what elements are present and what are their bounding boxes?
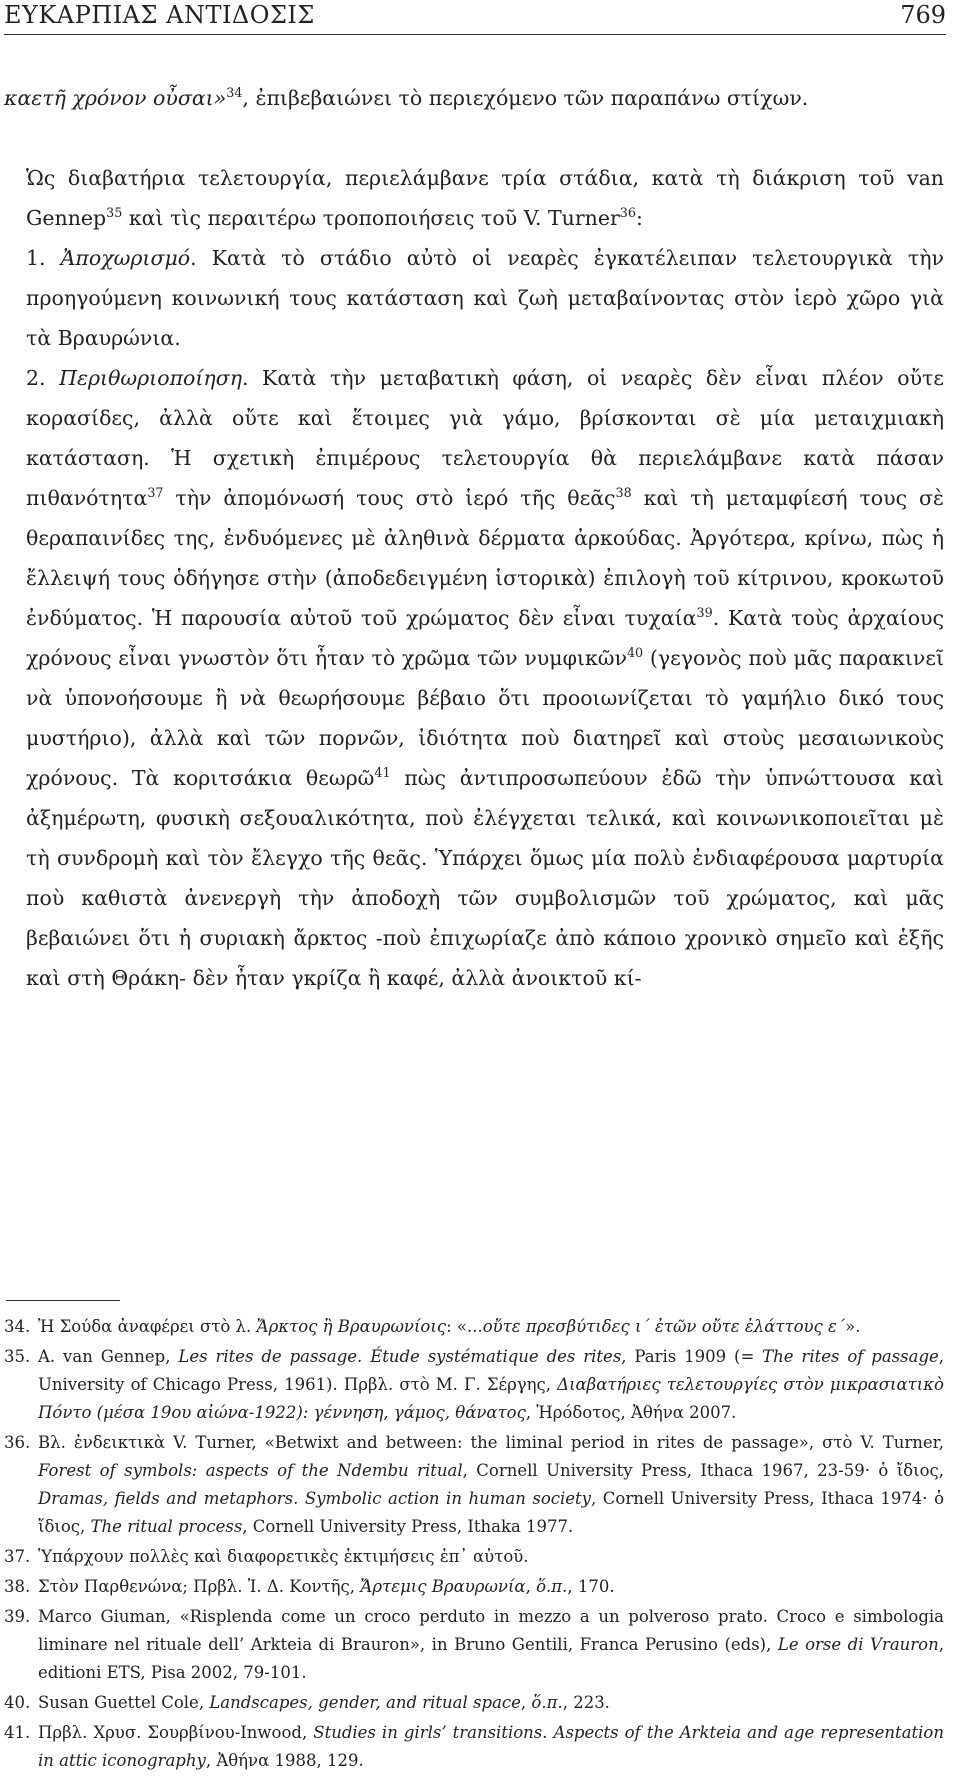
footnote-text: , 170. <box>567 1577 615 1596</box>
footnote-text: , 223. <box>562 1693 610 1712</box>
footnote-text: Στὸν Παρθενώνα; Πρβλ. Ἰ. Δ. Κοντῆς, <box>38 1577 361 1596</box>
footnote-text: Marco Giuman, «Risplenda come un croco perduto in mezzo a un polveroso prato. Croco e simbologia liminare nel rituale dell’ Arkteia di Brauron», in Bruno Gentili, Franca Perusino (eds), <box>38 1607 944 1654</box>
footnote-text: , University of Chicago Press, 1961). Πρβλ. στὸ Μ. Γ. Σέργης, <box>38 1347 945 1394</box>
footnote-36 <box>4 1429 944 1541</box>
footnote-40 <box>4 1689 944 1717</box>
paragraph-text: πὼς ἀντιπροσωπεύουν ἐδῶ τὴν ὑπνώττουσα καὶ ἀξημέρωτη, φυσικὴ σεξουαλικότητα, ποὺ ἐλέγχεται τελικά, καὶ κοινωνικοποιεῖται μὲ τὴ συνδρομὴ καὶ τὸν ἔλεγχο τῆς θεᾶς. Ὑπάρχει ὅμως μία πολὺ ἐνδιαφέρουσα μαρτυρία ποὺ καθιστὰ ἀνενεργὴ τὴν ἀποδοχὴ τῶν συμβολισμῶν τοῦ χρώματος, καὶ μᾶς βεβαιώνει ὅτι ἡ συριακὴ ἄρκτος -ποὺ ἐπιχωρίαζε ἀπὸ κάποιο χρονικὸ σημεῖο καὶ ἑξῆς καὶ στὴ Θράκη- δὲν ἦταν γκρίζα ἢ καφέ, ἀλλὰ ἀνοικτοῦ κί- <box>26 766 944 990</box>
footnote-37 <box>4 1543 944 1571</box>
italic-term: Περιθωριοποίηση <box>59 366 242 390</box>
footnote-text: , Cornell University Press, Ithaca 1974· ὁ ἴδιος, <box>38 1489 945 1536</box>
paragraph-3 <box>4 238 944 358</box>
footnote-text: A. van Gennep, <box>38 1347 179 1366</box>
paragraph-text: . Κατὰ τὸ στάδιο αὐτὸ οἱ νεαρὲς ἐγκατέλειπαν τελετουργικὰ τὴν προηγούμενη κοινωνική τους κατάσταση καὶ ζωὴ μεταβαίνοντας στὸν ἱερὸ χῶρο γιὰ τὰ Βραυρώνια. <box>26 246 944 350</box>
italic-quote: καετῆ χρόνον οὖσαι» <box>4 86 227 110</box>
footnote-ref-36: 36 <box>619 205 636 221</box>
footnote-number: 40. <box>4 1693 31 1712</box>
footnote-text: Βλ. ἐνδεικτικὰ V. Turner, «Betwixt and between: the liminal period in rites de passage», στὸ V. Turner, <box>38 1433 944 1452</box>
footnote-35 <box>4 1343 944 1427</box>
footnote-ref-34: 34 <box>226 85 243 101</box>
footnote-ref-41: 41 <box>374 765 391 781</box>
footnote-italic: Landscapes, gender, and ritual space <box>209 1693 521 1712</box>
footnote-text: , Ἀθήνα 1988, 129. <box>205 1751 364 1770</box>
footnote-34 <box>4 1313 944 1341</box>
footnote-text: , Paris 1909 (= <box>621 1347 763 1366</box>
footnote-italic: Ἄρτεμις Βραυρωνία <box>360 1577 526 1596</box>
footnote-italic: ...οὔτε πρεσβύτιδες ι´ ἐτῶν οὔτε ἐλάττους ε´ <box>466 1317 846 1336</box>
footnote-italic: Forest of symbols: aspects of the Ndembu ritual <box>38 1461 463 1480</box>
footnote-text: Ἡ Σούδα ἀναφέρει στὸ λ. <box>38 1317 257 1336</box>
footnote-rule <box>6 1300 120 1301</box>
footnote-number: 35. <box>4 1347 31 1366</box>
paragraph-4 <box>4 358 944 998</box>
list-number: 1. <box>26 246 61 270</box>
footnote-italic: The rites of passage <box>762 1347 939 1366</box>
list-number: 2. <box>26 366 60 390</box>
footnote-text: Susan Guettel Cole, <box>38 1693 210 1712</box>
footnote-text: , <box>525 1577 537 1596</box>
footnote-ref-38: 38 <box>615 485 632 501</box>
footnote-38 <box>4 1573 944 1601</box>
running-header <box>4 0 946 35</box>
footnote-italic: Studies in girls’ transitions. Aspects of the Arkteia and age representation in attic iconography <box>38 1723 944 1770</box>
footnote-text: , Cornell University Press, Ithaca 1967, 23-59· ὁ ἴδιος, <box>462 1461 944 1480</box>
main-text <box>4 78 944 998</box>
paragraph-text: : <box>635 206 643 230</box>
footnote-text: ». <box>845 1317 861 1336</box>
footnote-ref-40: 40 <box>626 645 644 661</box>
paragraph-text: Ὡς διαβατήρια τελετουργία, περιελάμβανε τρία στάδια, κατὰ τὴ διάκριση τοῦ van Gennep <box>26 166 944 230</box>
footnote-italic: The ritual process <box>90 1517 243 1536</box>
paragraph-text: . Κατὰ τοὺς ἀρχαίους χρόνους εἶναι γνωστὸν ὅτι ἦταν τὸ χρῶμα τῶν νυμφικῶν <box>26 606 944 670</box>
footnote-ref-39: 39 <box>696 605 713 621</box>
footnote-text: , Ἡρόδοτος, Ἀθήνα 2007. <box>525 1403 737 1422</box>
paragraph-text: τὴν ἀπομόνωσή τους στὸ ἱερό τῆς θεᾶς <box>163 486 616 510</box>
footnote-italic: Les rites de passage. Étude systématique des rites <box>178 1347 622 1366</box>
footnote-text: , editioni ETS, Pisa 2002, 79-101. <box>38 1635 944 1682</box>
footnote-italic: Le orse di Vrauron <box>777 1635 939 1654</box>
footnote-italic: Dramas, fields and metaphors. Symbolic action in human society <box>38 1489 591 1508</box>
footnote-text: , Cornell University Press, Ithaka 1977. <box>242 1517 574 1536</box>
paragraph-1 <box>4 78 944 118</box>
footnote-ref-37: 37 <box>147 485 164 501</box>
footnote-number: 38. <box>4 1577 31 1596</box>
running-title: ΕΥΚΑΡΠΙΑΣ ΑΝΤΙΔΟΣΙΣ <box>4 1 315 29</box>
paragraph-2 <box>4 158 944 238</box>
footnote-text: : « <box>446 1317 467 1336</box>
footnote-italic: Ἄρκτος ἢ Βραυρωνίοις <box>256 1317 447 1336</box>
paragraph-text: (γεγονὸς ποὺ μᾶς παρακινεῖ νὰ ὑπονοήσουμε ἢ νὰ θεωρήσουμε βέβαιο ὅτι προοιωνίζεται τὸ γαμήλιο δικό τους μυστήριο), ἀλλὰ καὶ τῶν πορνῶν, ἰδιότητα ποὺ διατηρεῖ καὶ στοὺς μεσαιωνικοὺς χρόνους. Τὰ κοριτσάκια θεωρῶ <box>26 646 944 790</box>
footnote-41 <box>4 1719 944 1775</box>
footnote-number: 37. <box>4 1547 31 1566</box>
footnote-text: , <box>520 1693 532 1712</box>
footnotes <box>4 1313 944 1777</box>
paragraph-text: , ἐπιβεβαιώνει τὸ περιεχόμενο τῶν παραπάνω στίχων. <box>242 86 809 110</box>
paragraph-text: καὶ τὶς περαιτέρω τροποποιήσεις τοῦ V. Turner <box>122 206 620 230</box>
footnote-text: Ὑπάρχουν πολλὲς καὶ διαφορετικὲς ἐκτιμήσεις ἐπ᾽ αὐτοῦ. <box>38 1547 529 1566</box>
footnote-italic: Διαβατήριες τελετουργίες στὸν μικρασιατικὸ Πόντο (μέσα 19ου αἰώνα-1922): γέννηση, γάμος, θάνατος <box>38 1375 944 1422</box>
footnote-italic: ὅ.π. <box>536 1577 568 1596</box>
italic-term: Ἀποχωρισμό <box>60 246 191 270</box>
footnote-italic: ὅ.π. <box>531 1693 563 1712</box>
paragraph-text: . Κατὰ τὴν μεταβατικὴ φάση, οἱ νεαρὲς δὲν εἶναι πλέον οὔτε κορασίδες, ἀλλὰ οὔτε καὶ ἕτοιμες γιὰ γάμο, βρίσκονται σὲ μία μεταιχμιακὴ κατάσταση. Ἡ σχετικὴ ἐπιμέρους τελετουργία θὰ περιελάμβανε κατὰ πάσαν πιθανότητα <box>26 366 944 510</box>
footnote-ref-35: 35 <box>106 205 123 221</box>
footnote-39 <box>4 1603 944 1687</box>
page-number: 769 <box>900 1 946 29</box>
paragraph-text: καὶ τὴ μεταμφίεσή τους σὲ θεραπαινίδες της, ἐνδυόμενες μὲ ἀληθινὰ δέρματα ἀρκούδας. Ἀργότερα, κρίνω, πὼς ἡ ἔλλειψή τους ὁδήγησε στὴν (ἀποδεδειγμένη ἱστορικὰ) ἐπιλογὴ τοῦ κίτρινου, κροκωτοῦ ἐνδύματος. Ἡ παρουσία αὐτοῦ τοῦ χρώματος δὲν εἶναι τυχαία <box>26 486 944 630</box>
footnote-number: 41. <box>4 1723 31 1742</box>
footnote-number: 34. <box>4 1317 31 1336</box>
footnote-number: 39. <box>4 1607 31 1626</box>
footnote-number: 36. <box>4 1433 31 1452</box>
footnote-text: Πρβλ. Χρυσ. Σουρβίνου-Inwood, <box>38 1723 314 1742</box>
